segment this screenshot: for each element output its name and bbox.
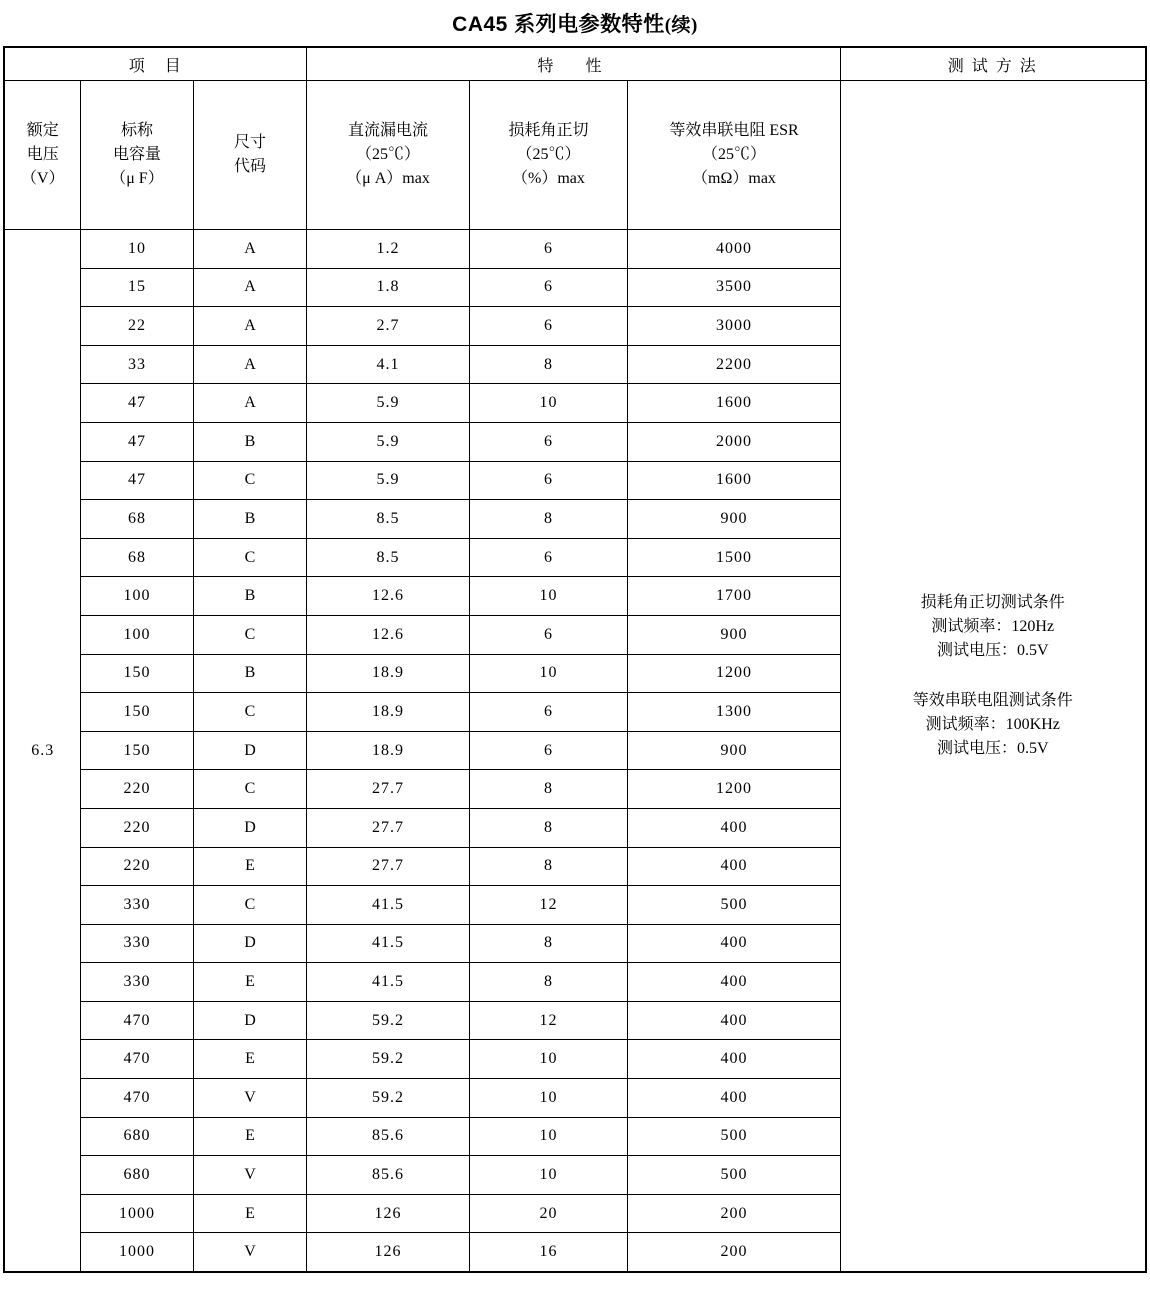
cell-esr: 400 (627, 808, 840, 847)
cell-esr: 2000 (627, 422, 840, 461)
cell-leakage-current: 4.1 (306, 345, 469, 384)
cell-leakage-current: 41.5 (306, 886, 469, 925)
cell-dissipation-factor: 10 (469, 654, 627, 693)
cell-leakage-current: 8.5 (306, 538, 469, 577)
cell-dissipation-factor: 6 (469, 538, 627, 577)
cell-leakage-current: 5.9 (306, 461, 469, 500)
header-rated-voltage: 额定 电压 （V） (4, 81, 80, 230)
cell-dissipation-factor: 12 (469, 1001, 627, 1040)
cell-dissipation-factor: 10 (469, 1040, 627, 1079)
cell-esr: 400 (627, 963, 840, 1002)
method-block-dissipation (841, 591, 1145, 663)
cell-dissipation-factor: 6 (469, 422, 627, 461)
cell-dissipation-factor: 12 (469, 886, 627, 925)
cell-leakage-current: 59.2 (306, 1001, 469, 1040)
header-dissipation-factor: 损耗角正切 （25℃） （%）max (469, 81, 627, 230)
cell-dissipation-factor: 10 (469, 1117, 627, 1156)
cell-size-code: C (193, 538, 306, 577)
cell-size-code: V (193, 1233, 306, 1272)
cell-dissipation-factor: 6 (469, 268, 627, 307)
cell-dissipation-factor: 8 (469, 808, 627, 847)
method-esr-frequency: 测试频率：100KHz (925, 716, 1060, 734)
cell-dissipation-factor: 10 (469, 1079, 627, 1118)
cell-leakage-current: 126 (306, 1194, 469, 1233)
cell-capacitance: 470 (80, 1040, 193, 1079)
cell-size-code: A (193, 384, 306, 423)
cell-leakage-current: 1.8 (306, 268, 469, 307)
cell-leakage-current: 41.5 (306, 924, 469, 963)
cell-size-code: D (193, 808, 306, 847)
header-group-characteristics: 特 性 (306, 47, 840, 81)
method-esr-voltage: 测试电压：0.5V (936, 740, 1049, 758)
cell-dissipation-factor: 10 (469, 384, 627, 423)
cell-esr: 1300 (627, 693, 840, 732)
cell-capacitance: 47 (80, 422, 193, 461)
cell-size-code: C (193, 693, 306, 732)
header-group-test-method: 测 试 方 法 (841, 47, 1146, 81)
cell-size-code: A (193, 345, 306, 384)
cell-capacitance: 68 (80, 538, 193, 577)
cell-size-code: B (193, 500, 306, 539)
cell-esr: 1700 (627, 577, 840, 616)
cell-esr: 500 (627, 1117, 840, 1156)
cell-dissipation-factor: 6 (469, 461, 627, 500)
cell-dissipation-factor: 8 (469, 345, 627, 384)
header-nominal-capacitance: 标称 电容量 （μ F） (80, 81, 193, 230)
cell-capacitance: 150 (80, 731, 193, 770)
cell-capacitance: 150 (80, 693, 193, 732)
table-header-group-row (4, 47, 1145, 81)
cell-leakage-current: 27.7 (306, 847, 469, 886)
cell-capacitance: 47 (80, 384, 193, 423)
cell-leakage-current: 85.6 (306, 1117, 469, 1156)
cell-dissipation-factor: 16 (469, 1233, 627, 1272)
cell-esr: 400 (627, 924, 840, 963)
page-title-main: CA45 系列电参数特性 (452, 13, 665, 36)
header-group-item: 项 目 (4, 47, 306, 81)
cell-capacitance: 1000 (80, 1194, 193, 1233)
cell-leakage-current: 8.5 (306, 500, 469, 539)
cell-esr: 1200 (627, 654, 840, 693)
cell-esr: 2200 (627, 345, 840, 384)
method-esr-title: 等效串联电阻测试条件 (912, 692, 1073, 710)
cell-leakage-current: 5.9 (306, 422, 469, 461)
cell-leakage-current: 126 (306, 1233, 469, 1272)
cell-size-code: C (193, 886, 306, 925)
header-leakage-current: 直流漏电流 （25℃） （μ A）max (306, 81, 469, 230)
cell-leakage-current: 18.9 (306, 654, 469, 693)
cell-capacitance: 10 (80, 230, 193, 269)
table-header-sub-row (4, 81, 1145, 230)
cell-esr: 200 (627, 1194, 840, 1233)
method-dissipation-voltage: 测试电压：0.5V (936, 642, 1049, 660)
cell-leakage-current: 1.2 (306, 230, 469, 269)
cell-leakage-current: 18.9 (306, 693, 469, 732)
test-method-cell (841, 81, 1146, 1273)
cell-esr: 3000 (627, 307, 840, 346)
cell-esr: 400 (627, 1079, 840, 1118)
cell-esr: 1200 (627, 770, 840, 809)
cell-capacitance: 22 (80, 307, 193, 346)
cell-esr: 1500 (627, 538, 840, 577)
cell-capacitance: 15 (80, 268, 193, 307)
cell-size-code: E (193, 1117, 306, 1156)
cell-size-code: D (193, 1001, 306, 1040)
cell-capacitance: 330 (80, 963, 193, 1002)
method-block-esr (841, 689, 1145, 761)
cell-leakage-current: 18.9 (306, 731, 469, 770)
cell-leakage-current: 27.7 (306, 770, 469, 809)
header-esr: 等效串联电阻 ESR （25℃） （mΩ）max (627, 81, 840, 230)
cell-size-code: B (193, 577, 306, 616)
cell-size-code: V (193, 1079, 306, 1118)
cell-dissipation-factor: 8 (469, 500, 627, 539)
cell-esr: 1600 (627, 384, 840, 423)
cell-size-code: B (193, 422, 306, 461)
cell-esr: 3500 (627, 268, 840, 307)
cell-esr: 200 (627, 1233, 840, 1272)
cell-capacitance: 220 (80, 770, 193, 809)
cell-esr: 400 (627, 1001, 840, 1040)
cell-dissipation-factor: 10 (469, 577, 627, 616)
cell-esr: 500 (627, 886, 840, 925)
cell-dissipation-factor: 10 (469, 1156, 627, 1195)
header-size-code: 尺寸 代码 (193, 81, 306, 230)
cell-dissipation-factor: 6 (469, 731, 627, 770)
cell-leakage-current: 12.6 (306, 615, 469, 654)
cell-dissipation-factor: 6 (469, 230, 627, 269)
cell-leakage-current: 59.2 (306, 1079, 469, 1118)
cell-capacitance: 220 (80, 808, 193, 847)
cell-size-code: A (193, 307, 306, 346)
cell-capacitance: 100 (80, 615, 193, 654)
cell-dissipation-factor: 8 (469, 963, 627, 1002)
cell-size-code: B (193, 654, 306, 693)
cell-capacitance: 680 (80, 1156, 193, 1195)
cell-dissipation-factor: 8 (469, 847, 627, 886)
cell-size-code: A (193, 268, 306, 307)
cell-esr: 900 (627, 731, 840, 770)
cell-esr: 400 (627, 847, 840, 886)
cell-capacitance: 330 (80, 924, 193, 963)
cell-leakage-current: 12.6 (306, 577, 469, 616)
cell-dissipation-factor: 6 (469, 615, 627, 654)
cell-capacitance: 220 (80, 847, 193, 886)
cell-capacitance: 33 (80, 345, 193, 384)
cell-size-code: D (193, 731, 306, 770)
cell-size-code: A (193, 230, 306, 269)
cell-capacitance: 100 (80, 577, 193, 616)
cell-esr: 500 (627, 1156, 840, 1195)
cell-esr: 400 (627, 1040, 840, 1079)
cell-size-code: E (193, 1040, 306, 1079)
cell-capacitance: 68 (80, 500, 193, 539)
cell-capacitance: 1000 (80, 1233, 193, 1272)
cell-leakage-current: 5.9 (306, 384, 469, 423)
cell-capacitance: 47 (80, 461, 193, 500)
cell-leakage-current: 85.6 (306, 1156, 469, 1195)
cell-size-code: V (193, 1156, 306, 1195)
cell-esr: 4000 (627, 230, 840, 269)
cell-capacitance: 150 (80, 654, 193, 693)
page-title (0, 0, 1150, 46)
cell-size-code: C (193, 461, 306, 500)
cell-capacitance: 680 (80, 1117, 193, 1156)
cell-capacitance: 330 (80, 886, 193, 925)
cell-dissipation-factor: 8 (469, 770, 627, 809)
cell-rated-voltage: 6.3 (4, 230, 80, 1273)
parameters-table (3, 46, 1146, 1273)
cell-size-code: E (193, 963, 306, 1002)
cell-leakage-current: 2.7 (306, 307, 469, 346)
cell-esr: 900 (627, 500, 840, 539)
cell-leakage-current: 59.2 (306, 1040, 469, 1079)
cell-esr: 1600 (627, 461, 840, 500)
cell-dissipation-factor: 6 (469, 307, 627, 346)
cell-esr: 900 (627, 615, 840, 654)
cell-leakage-current: 41.5 (306, 963, 469, 1002)
cell-size-code: C (193, 770, 306, 809)
cell-size-code: C (193, 615, 306, 654)
cell-capacitance: 470 (80, 1001, 193, 1040)
cell-dissipation-factor: 20 (469, 1194, 627, 1233)
cell-dissipation-factor: 6 (469, 693, 627, 732)
cell-size-code: D (193, 924, 306, 963)
cell-size-code: E (193, 1194, 306, 1233)
page-title-suffix: (续) (664, 15, 698, 36)
cell-dissipation-factor: 8 (469, 924, 627, 963)
method-dissipation-frequency: 测试频率：120Hz (931, 618, 1055, 636)
cell-leakage-current: 27.7 (306, 808, 469, 847)
method-dissipation-title: 损耗角正切测试条件 (920, 594, 1065, 612)
cell-capacitance: 470 (80, 1079, 193, 1118)
cell-size-code: E (193, 847, 306, 886)
